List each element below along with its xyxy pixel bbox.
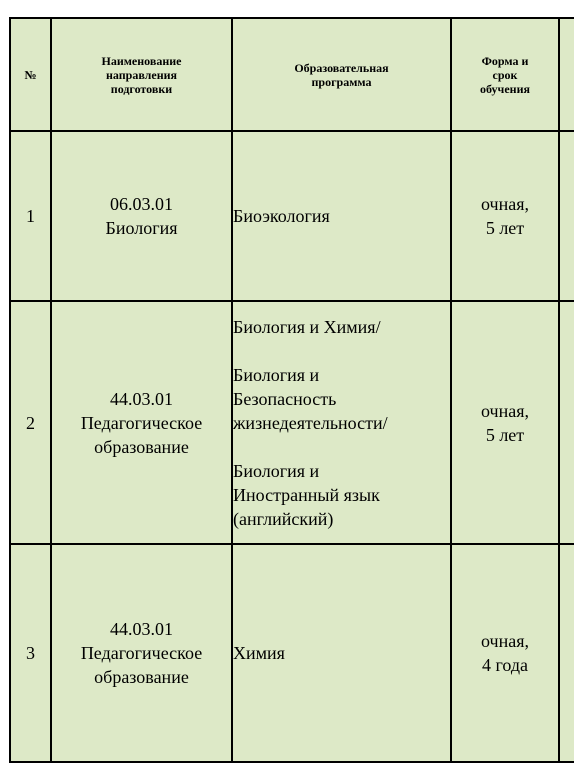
table-row	[10, 301, 574, 544]
programs-table	[9, 17, 574, 763]
program-option: Биология и Иностранный язык (английский)	[233, 460, 380, 529]
program-option: Биология и Химия/	[233, 316, 381, 337]
row-number: 2	[10, 301, 51, 544]
header-direction: Наименование направления подготовки	[51, 18, 232, 131]
header-form: Форма и срок обучения	[451, 18, 559, 131]
row-form: очная, 4 года	[451, 544, 559, 762]
row-extra	[559, 131, 574, 301]
row-form: очная, 5 лет	[451, 131, 559, 301]
row-number: 1	[10, 131, 51, 301]
table-row	[10, 544, 574, 762]
header-extra	[559, 18, 574, 131]
row-number: 3	[10, 544, 51, 762]
program-option: Биология и Безопасность жизнедеятельности/	[233, 364, 388, 433]
row-extra	[559, 544, 574, 762]
header-row	[10, 18, 574, 131]
header-program: Образовательная программа	[232, 18, 451, 131]
row-program: Биоэкология	[232, 131, 451, 301]
row-form: очная, 5 лет	[451, 301, 559, 544]
row-direction: 44.03.01 Педагогическое образование	[51, 301, 232, 544]
row-program	[232, 301, 451, 544]
header-number: №	[10, 18, 51, 131]
row-program: Химия	[232, 544, 451, 762]
row-extra	[559, 301, 574, 544]
row-direction: 44.03.01 Педагогическое образование	[51, 544, 232, 762]
row-direction: 06.03.01 Биология	[51, 131, 232, 301]
table-row	[10, 131, 574, 301]
